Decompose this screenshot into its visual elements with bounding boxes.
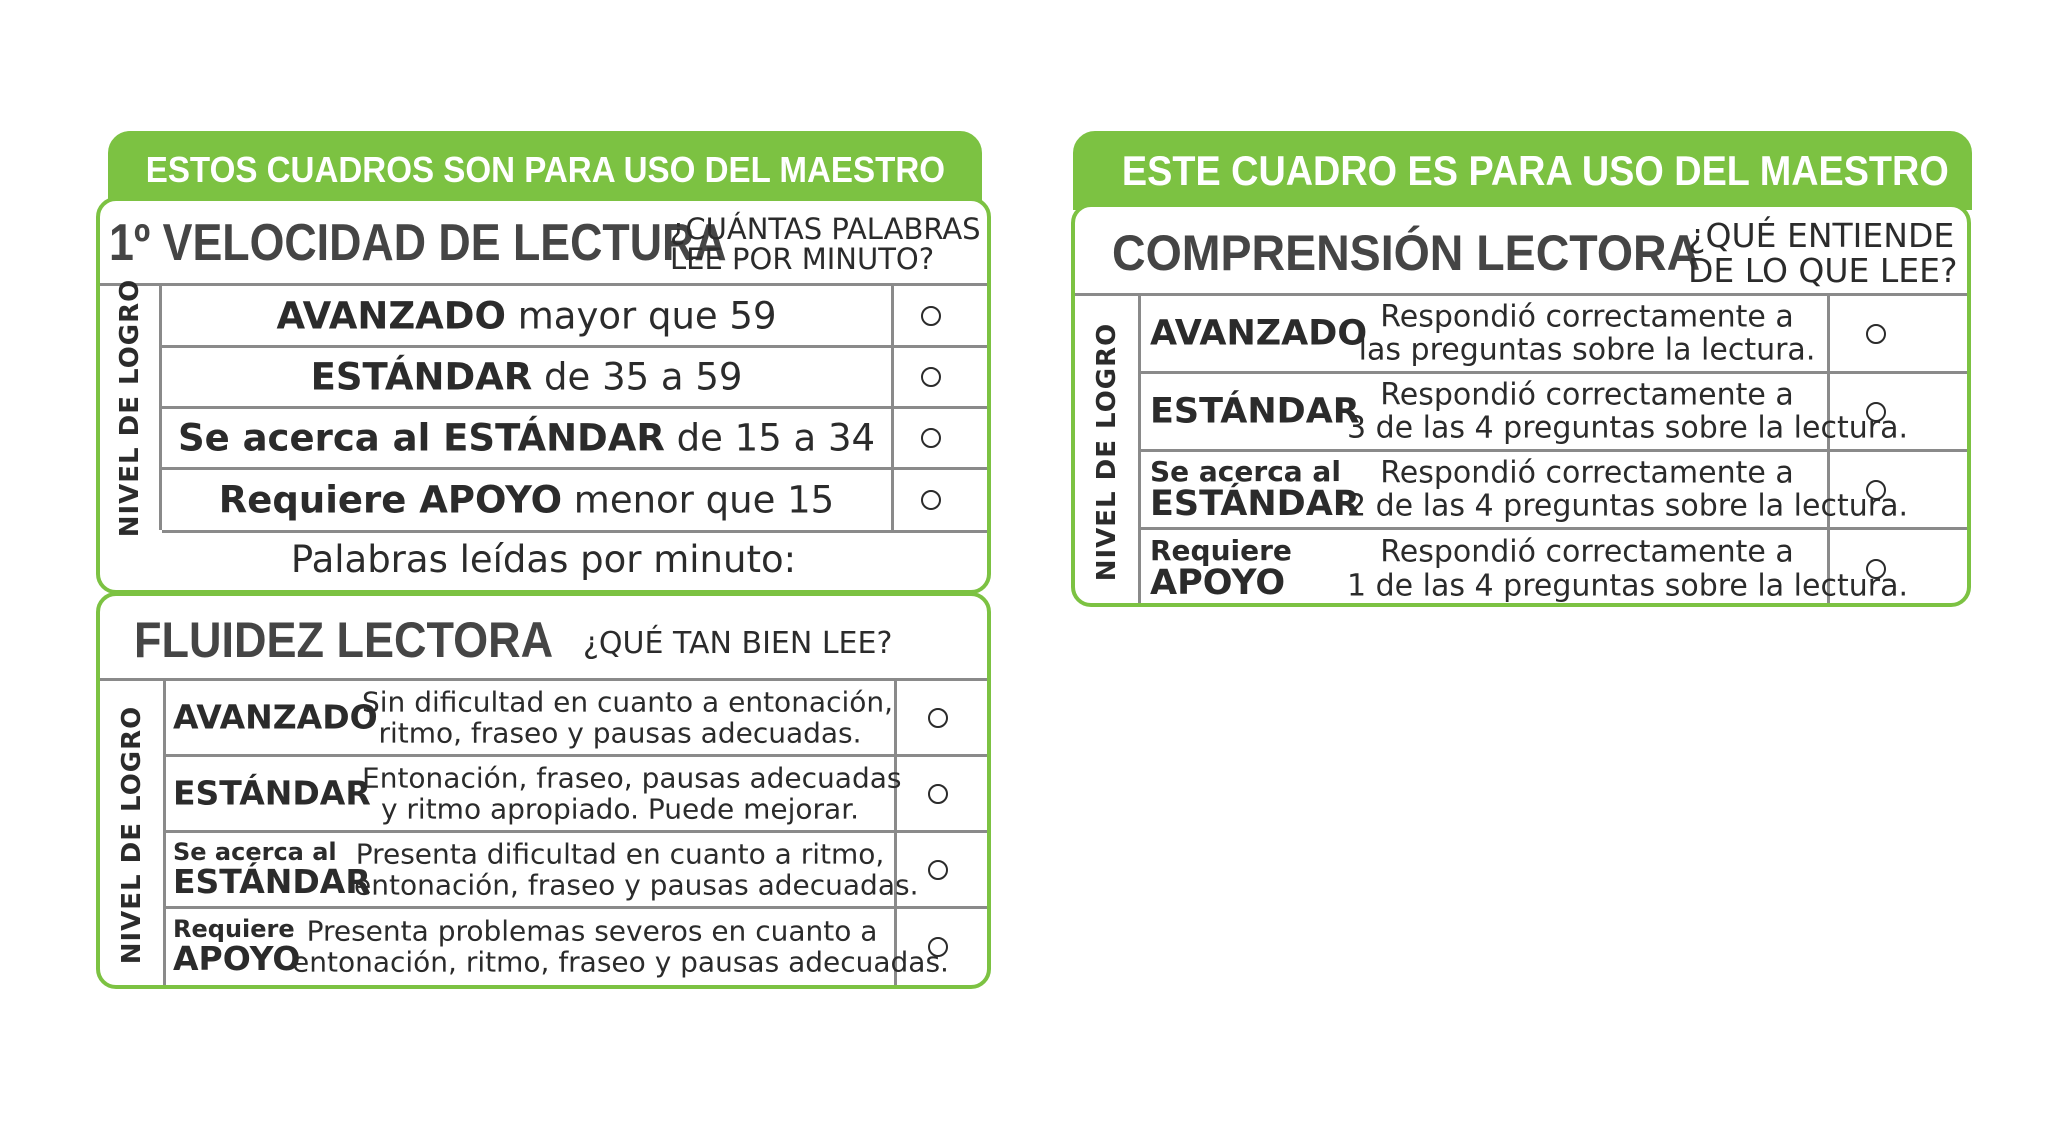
velocidad-radio-avanzado[interactable] xyxy=(921,306,941,326)
velocidad-range-requiere: menor que 15 xyxy=(562,478,835,522)
velocidad-level-estandar: ESTÁNDAR xyxy=(310,355,533,399)
velocidad-range-avanzado: mayor que 59 xyxy=(505,294,777,337)
comprension-question xyxy=(1688,216,1958,290)
velocidad-pre-requiere: Requiere xyxy=(218,478,420,522)
comprension-description-estandar xyxy=(1347,376,1908,446)
fluidez-radio-avanzado[interactable] xyxy=(928,708,948,728)
comprension-cell-avanzado xyxy=(1141,296,1830,371)
fluidez-description-se-acerca xyxy=(354,837,919,902)
comprension-radio-avanzado[interactable] xyxy=(1866,324,1886,344)
fluidez-level-small-se-acerca: Se acerca al xyxy=(173,837,337,866)
velocidad-question xyxy=(670,214,981,275)
comprension-question-line1: ¿QUÉ ENTIENDE xyxy=(1688,216,1955,255)
velocidad-text-estandar xyxy=(162,356,891,399)
velocidad-cell-requiere xyxy=(162,470,894,530)
fluidez-level-requiere xyxy=(173,917,300,977)
fluidez-side-label-text: NIVEL DE LOGRO xyxy=(116,705,147,965)
fluidez-cell-estandar xyxy=(166,757,902,830)
comprension-description-line1-estandar: Respondió correctamente a xyxy=(1380,376,1794,412)
velocidad-side-label xyxy=(100,278,162,538)
comprension-cell-requiere xyxy=(1141,530,1908,607)
fluidez-description-line2-requiere: entonación, ritmo, fraseo y pausas adecuadas. xyxy=(292,946,949,979)
fluidez-panel xyxy=(96,592,991,989)
velocidad-row-avanzado xyxy=(162,286,987,348)
velocidad-pre-se-acerca: Se acerca al xyxy=(177,416,444,460)
comprension-description-line1-requiere: Respondió correctamente a xyxy=(1380,534,1794,570)
velocidad-cell-avanzado xyxy=(162,286,894,345)
comprension-level-big-se-acerca: ESTÁNDAR xyxy=(1150,483,1360,524)
comprension-description-avanzado xyxy=(1347,300,1827,367)
fluidez-row-requiere xyxy=(166,909,987,985)
comprension-level-big-avanzado: AVANZADO xyxy=(1150,313,1368,354)
fluidez-header xyxy=(100,596,987,681)
fluidez-description-line1-avanzado: Sin dificultad en cuanto a entonación, xyxy=(362,685,894,719)
velocidad-header xyxy=(100,201,987,286)
comprension-level-estandar xyxy=(1150,393,1360,430)
fluidez-description-line1-requiere: Presenta problemas severos en cuanto a xyxy=(306,914,878,948)
comprension-row-avanzado xyxy=(1141,296,1967,374)
right-banner-text: ESTE CUADRO ES PARA USO DEL MAESTRO xyxy=(1121,147,1949,194)
comprension-cell-estandar xyxy=(1141,374,1908,449)
comprension-level-requiere xyxy=(1150,533,1292,604)
comprension-description-line2-se-acerca: 2 de las 4 preguntas sobre la lectura. xyxy=(1347,488,1908,524)
comprension-level-small-se-acerca: Se acerca al xyxy=(1150,454,1341,488)
velocidad-range-se-acerca: de 15 a 34 xyxy=(664,416,876,460)
comprension-title: COMPRENSIÓN LECTORA xyxy=(1112,225,1701,281)
fluidez-level-big-requiere: APOYO xyxy=(173,939,301,979)
fluidez-description-line1-estandar: Entonación, fraseo, pausas adecuadas xyxy=(362,761,902,795)
velocidad-cell-se-acerca xyxy=(162,409,894,467)
fluidez-row-se-acerca xyxy=(166,833,987,909)
velocidad-text-avanzado xyxy=(162,294,891,337)
velocidad-range-estandar: de 35 a 59 xyxy=(532,355,743,399)
velocidad-question-line2: LEE POR MINUTO? xyxy=(670,242,935,277)
fluidez-level-se-acerca xyxy=(173,837,371,901)
fluidez-level-big-estandar: ESTÁNDAR xyxy=(173,773,371,813)
fluidez-level-big-avanzado: AVANZADO xyxy=(173,697,378,737)
velocidad-radio-estandar[interactable] xyxy=(921,367,941,387)
comprension-radio-estandar[interactable] xyxy=(1866,402,1886,422)
comprension-side-label-text: NIVEL DE LOGRO xyxy=(1091,322,1122,581)
fluidez-cell-requiere xyxy=(166,909,949,985)
fluidez-radio-estandar[interactable] xyxy=(928,784,948,804)
comprension-row-estandar xyxy=(1141,374,1967,452)
fluidez-title: FLUIDEZ LECTORA xyxy=(134,612,554,668)
comprension-radio-requiere[interactable] xyxy=(1866,559,1886,579)
comprension-cell-se-acerca xyxy=(1141,452,1908,527)
velocidad-text-requiere xyxy=(162,479,891,522)
fluidez-row-avanzado xyxy=(166,681,987,757)
fluidez-question: ¿QUÉ TAN BIEN LEE? xyxy=(583,626,893,661)
fluidez-description-line2-avanzado: ritmo, fraseo y pausas adecuadas. xyxy=(378,716,862,750)
fluidez-level-big-se-acerca: ESTÁNDAR xyxy=(173,861,371,901)
fluidez-radio-se-acerca[interactable] xyxy=(928,860,948,880)
fluidez-cell-se-acerca xyxy=(166,833,919,906)
comprension-level-big-requiere: APOYO xyxy=(1150,563,1286,604)
comprension-description-se-acerca xyxy=(1347,454,1908,524)
fluidez-description-avanzado xyxy=(362,685,894,750)
comprension-description-line2-avanzado: las preguntas sobre la lectura. xyxy=(1358,332,1816,368)
right-teacher-banner xyxy=(1073,131,1972,210)
velocidad-panel xyxy=(96,197,991,594)
comprension-description-line2-estandar: 3 de las 4 preguntas sobre la lectura. xyxy=(1347,410,1908,446)
comprension-row-requiere xyxy=(1141,530,1967,607)
comprension-description-line1-se-acerca: Respondió correctamente a xyxy=(1380,454,1794,490)
velocidad-level-requiere: APOYO xyxy=(419,478,563,522)
fluidez-description-line2-se-acerca: entonación, fraseo y pausas adecuadas. xyxy=(354,868,919,902)
comprension-side-label xyxy=(1075,296,1141,607)
fluidez-description-estandar xyxy=(362,761,902,826)
velocidad-side-label-text: NIVEL DE LOGRO xyxy=(114,278,145,538)
velocidad-row-se-acerca xyxy=(162,409,987,470)
velocidad-text-se-acerca xyxy=(162,417,891,460)
fluidez-row-estandar xyxy=(166,757,987,833)
comprension-row-se-acerca xyxy=(1141,452,1967,530)
comprension-description-line2-requiere: 1 de las 4 preguntas sobre la lectura. xyxy=(1347,568,1908,603)
velocidad-cell-estandar xyxy=(162,348,894,406)
comprension-panel xyxy=(1071,203,1971,607)
comprension-header xyxy=(1075,207,1967,296)
fluidez-cell-avanzado xyxy=(166,681,897,754)
velocidad-footer: Palabras leídas por minuto: xyxy=(290,538,797,581)
comprension-level-se-acerca xyxy=(1150,456,1360,522)
comprension-level-avanzado xyxy=(1150,315,1367,352)
fluidez-level-avanzado xyxy=(173,697,378,737)
velocidad-row-estandar xyxy=(162,348,987,409)
comprension-radio-se-acerca[interactable] xyxy=(1866,480,1886,500)
fluidez-level-small-requiere: Requiere xyxy=(173,915,295,944)
velocidad-radio-se-acerca[interactable] xyxy=(921,428,941,448)
velocidad-row-requiere xyxy=(162,470,987,533)
fluidez-level-estandar xyxy=(173,773,371,813)
left-banner-text: ESTOS CUADROS SON PARA USO DEL MAESTRO xyxy=(145,149,946,190)
fluidez-description-line1-se-acerca: Presenta dificultad en cuanto a ritmo, xyxy=(355,837,885,871)
comprension-level-big-estandar: ESTÁNDAR xyxy=(1150,391,1360,432)
velocidad-level-se-acerca: ESTÁNDAR xyxy=(443,416,665,460)
velocidad-question-line1: ¿CUÁNTAS PALABRAS xyxy=(670,212,981,246)
velocidad-title: 1º VELOCIDAD DE LECTURA xyxy=(109,214,727,272)
comprension-description-requiere xyxy=(1347,534,1908,603)
fluidez-description-requiere xyxy=(292,914,949,979)
fluidez-radio-requiere[interactable] xyxy=(928,937,948,957)
velocidad-level-avanzado: AVANZADO xyxy=(276,294,506,337)
comprension-question-line2: DE LO QUE LEE? xyxy=(1688,250,1958,290)
velocidad-radio-requiere[interactable] xyxy=(921,490,941,510)
fluidez-side-label xyxy=(100,681,166,989)
comprension-level-small-requiere: Requiere xyxy=(1150,533,1292,567)
comprension-description-line1-avanzado: Respondió correctamente a xyxy=(1380,298,1794,334)
fluidez-description-line2-estandar: y ritmo apropiado. Puede mejorar. xyxy=(380,792,860,826)
